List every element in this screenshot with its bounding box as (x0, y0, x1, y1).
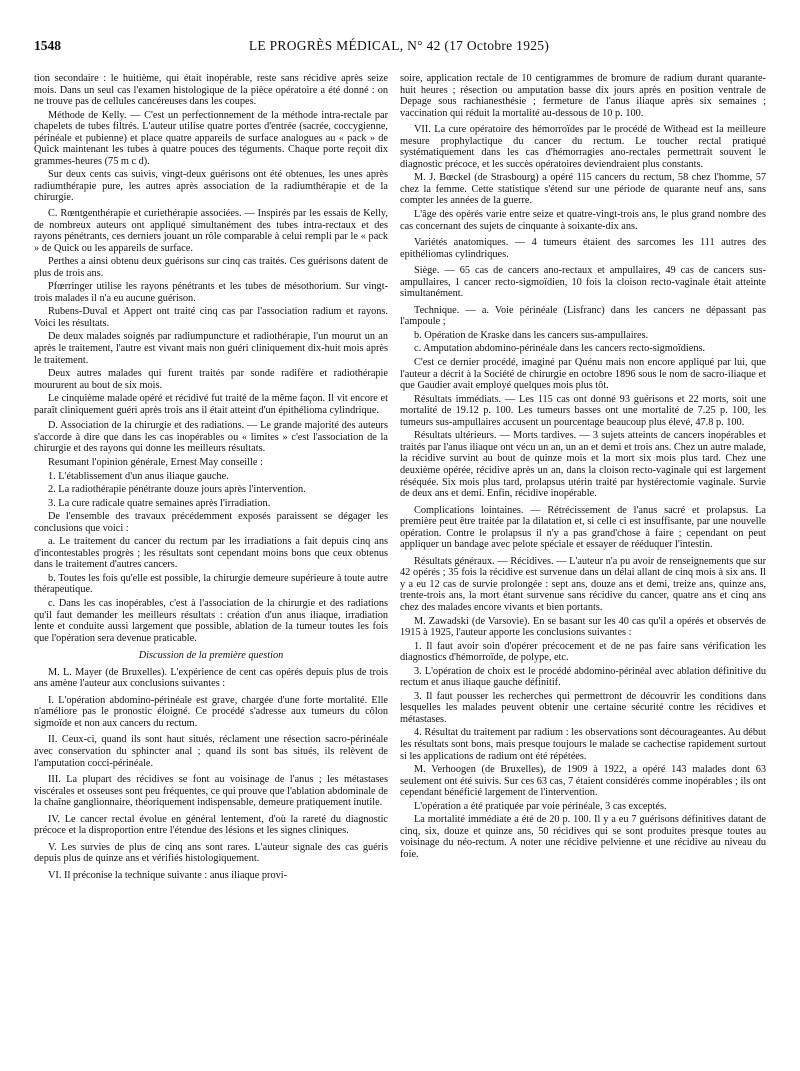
paragraph: VII. La cure opératoire des hémorroïdes par le procédé de Withead est la meilleure mesure prophylactique du cancer du rectum. Le toucher rectal pratiqué systématiquement dans les cas d'hémorragies ano-rectales permettrait souvent le diagnostic précoce, et les succès opératoires deviendraient plus constants. (400, 124, 766, 170)
paragraph: Résultats généraux. — Récidives. — L'auteur n'a pu avoir de renseignements que sur 42 opérés ; 35 fois la récidive est survenue dans un délai allant de cinq mois à six ans. Il y a eu 12 cas de survie prolongée : sept ans, douze ans et demi, treize ans, quinze ans, trente-trois ans, la mort étant survenue sans récidive du cancer, quatre ans et cinq ans chez des malades encore vivants et bien portants. (400, 555, 766, 613)
list-item: V. Les survies de plus de cinq ans sont rares. L'auteur signale des cas guéris depuis plus de quinze ans et vérifiés histologiquement. (34, 841, 388, 865)
paragraph: Sur deux cents cas suivis, vingt-deux guérisons ont été obtenues, les unes après radiumthérapie pure, les autres après association de la radiumthérapie et de la chirurgie. (34, 169, 388, 204)
list-item: III. La plupart des récidives se font au voisinage de l'anus ; les métastases viscérales et osseuses sont peu fréquentes, ce qui prouve que l'ablation abdominale de la chaîne ganglionnaire, théoriquement indispensable, demeure pratiquement inutile. (34, 774, 388, 809)
section-heading-paragraph: D. Association de la chirurgie et des radiations. — Le grande majorité des auteurs s'accorde à dire que dans les cas inopérables ou « limites » c'est l'association de la chirurgie et des rayons qui donne les meilleurs résultats. (34, 420, 388, 455)
paragraph: tion secondaire : le huitième, qui était inopérable, reste sans récidive après seize mois. Dans un seul cas l'examen histologique de la pièce opératoire a été donné : on ne trouve pas de cellules cancéreuses dans les coupes. (34, 73, 388, 108)
discussion-heading: Discussion de la première question (138, 650, 284, 662)
paragraph: c. Amputation abdomino-périnéale dans les cancers recto-sigmoïdiens. (414, 343, 706, 355)
paragraph: Le cinquième malade opéré et récidivé fut traité de la même façon. Il vit encore et paraît cliniquement guéri après trois ans il était atteint d'un épithélioma cylindrique. (34, 393, 388, 416)
paragraph: L'opération a été pratiquée par voie périnéale, 3 cas exceptés. (414, 800, 667, 812)
paragraph: Résultats immédiats. — Les 115 cas ont donné 93 guérisons et 22 morts, soit une mortalité de 19.12 p. 100. Les tumeurs basses ont une mortalité de 7.25 p. 100, les tumeurs sus-ampullaires accusent un pourcentage beaucoup plus élevé, 47.8 p. 100. (400, 393, 766, 428)
paragraph: C'est ce dernier procédé, imaginé par Quénu mais non encore appliqué par lui, que l'auteur a décrit à la Société de chirurgie en octobre 1896 sous le nom de sacro-iliaque et que Gaudier avait employé quelques mois plus tôt. (400, 357, 766, 392)
journal-title: LE PROGRÈS MÉDICAL, N° 42 (17 Octobre 1925) (248, 38, 550, 53)
paragraph: M. J. Bœckel (de Strasbourg) a opéré 115 cancers du rectum, 58 chez l'homme, 57 chez la femme. Cette statistique s'étend sur une période de quarante neuf ans, sans compter les années de la guerre. (400, 172, 766, 207)
paragraph: De deux malades soignés par radiumpuncture et radiothérapie, l'un mourut un an après le traitement, l'autre est vivant mais non guéri cliniquement dix-huit mois après le traitement. (34, 331, 388, 366)
paragraph: Méthode de Kelly. — C'est un perfectionnement de la méthode intra-rectale par chapelets de tubes filtrés. L'auteur utilise quatre portes d'entrée (sacrée, coccygienne, périnéale et pubienne) et place quatre appareils de surface analogues au « pack » de Quick maintenant les tubes à quatre pouces des téguments. Chaque porte reçoit dix grammes-heures (75 m c d). (34, 109, 388, 167)
list-item: 1. L'établissement d'un anus iliaque gauche. (48, 470, 229, 482)
list-item: 3. L'opération de choix est le procédé abdomino-périnéal avec ablation définitive du rectum et anus iliaque gauche définitif. (400, 665, 766, 689)
list-item: I. L'opération abdomino-périnéale est grave, chargée d'une forte mortalité. Elle n'améliore pas le pronostic éloigné. Ce procédé s'adresse aux tumeurs du côlon sigmoïde et non aux cancers du rectum. (34, 694, 388, 729)
paragraph: Siège. — 65 cas de cancers ano-rectaux et ampullaires, 49 cas de cancers sus-ampullaires, 1 cancer recto-sigmoïdien, 10 fois la cloison recto-vaginale était atteinte simultanément. (400, 265, 766, 300)
paragraph: Variétés anatomiques. — 4 tumeurs étaient des sarcomes les 111 autres des epithéliomas cylindriques. (400, 237, 766, 260)
list-item: 2. La radiothérapie pénétrante douze jours après l'intervention. (48, 484, 306, 496)
list-item: VI. Il préconise la technique suivante : anus iliaque provi- (48, 869, 288, 881)
paragraph: Perthes a ainsi obtenu deux guérisons sur cinq cas traités. Ces guérisons datent de plus de trois ans. (34, 256, 388, 279)
paragraph: L'âge des opérés varie entre seize et quatre-vingt-trois ans, le plus grand nombre des cas concernant des sujets de cinquante à soixante-dix ans. (400, 209, 766, 232)
paragraph: De l'ensemble des travaux précédemment exposés paraissent se dégager les conclusions que voici : (34, 511, 388, 534)
paragraph: soire, application rectale de 10 centigrammes de bromure de radium durant quarante-huit heures ; résection ou amputation basse dix jours après en position ventrale de Depage sous rachianesthésie ; fermeture de l'anus iliaque après six semaines ; vaccination qui réduit la mortalité au-dessous de 10 p. 100. (400, 73, 766, 119)
paragraph: Résultats ultérieurs. — Morts tardives. — 3 sujets atteints de cancers inopérables et traités par l'anus iliaque ont vécu un an, un an et demi et trois ans. Chez un autre malade, la récidive survint au bout de quinze mois et la mort six mois plus tard. Chez une deuxième opérée, récidive après un an, dans la cloison recto-vaginale qui est largement réséquée. Six mois plus tard, prolapsus utérin traité par hystérectomie vaginale. Survie de deux ans et demi. Enfin, récidive inopérable. (400, 430, 766, 500)
paragraph: M. Zawadski (de Varsovie). En se basant sur les 40 cas qu'il a opérés et observés de 1915 à 1925, l'auteur apporte les conclusions suivantes : (400, 615, 766, 639)
list-item: b. Toutes les fois qu'elle est possible, la chirurgie demeure supérieure à toute autre thérapeutique. (34, 572, 388, 596)
right-column (400, 73, 766, 862)
list-item: 4. Résultat du traitement par radium : les observations sont décourageantes. Au début les résultats sont bons, mais presque toujours le malade se cachectise rapidement surtout si les applications de radium ont été répétées. (400, 727, 766, 762)
list-item: IV. Le cancer rectal évolue en général lentement, d'où la rareté du diagnostic précoce et la disproportion entre l'étendue des lésions et les signes cliniques. (34, 813, 388, 837)
list-item: 3. Il faut pousser les recherches qui permettront de découvrir les conditions dans lesquelles les malades peuvent obtenir une certaine sécurité contre les récidives et métastases. (400, 690, 766, 725)
paragraph: La mortalité immédiate a été de 20 p. 100. Il y a eu 7 guérisons définitives datant de cinq, six, douze et quinze ans, 50 récidives qui se sont produites presque toutes au voisinage du néo-rectum. A noter une récidive pelvienne et une récidive au niveau du foie. (400, 814, 766, 860)
paragraph: Deux autres malades qui furent traités par sonde radifère et radiothérapie moururent au bout de six mois. (34, 368, 388, 391)
paragraph: Complications lointaines. — Rétrécissement de l'anus sacré et prolapsus. La première peut être traitée par la dilatation et, si celle ci est insuffisante, par une nouvelle opération. Contre le prolapsus il n'y a pas grand'chose à faire ; cependant on peut appliquer un bandage avec pelote spéciale et essayer de rééduquer l'intestin. (400, 504, 766, 551)
paragraph: b. Opération de Kraske dans les cancers sus-ampullaires. (414, 329, 649, 341)
list-item: II. Ceux-ci, quand ils sont haut situés, réclament une résection sacro-périnéale avec conservation du sphincter anal ; quand ils sont bas situés, ils relèvent de l'amputation cocci-périnéale. (34, 734, 388, 769)
list-item: 3. La cure radicale quatre semaines après l'irradiation. (48, 497, 271, 509)
left-column (34, 73, 388, 883)
paragraph: Technique. — a. Voie périnéale (Lisfranc) dans les cancers ne dépassant pas l'ampoule ; (400, 304, 766, 328)
paragraph: Resumant l'opinion générale, Ernest May conseille : (48, 456, 263, 468)
page-header (34, 38, 764, 56)
list-item: c. Dans les cas inopérables, c'est à l'association de la chirurgie et des radiations qu'il faut demander les meilleurs résultats : création d'un anus iliaque, irradiation lente et conduite aussi largement que possible, ablation de la tumeur toutes les fois que l'opération sera devenue praticable. (34, 597, 388, 644)
paragraph: Rubens-Duval et Appert ont traité cinq cas par l'association radium et rayons. Voici les résultats. (34, 306, 388, 329)
paragraph: Pfœrringer utilise les rayons pénétrants et les tubes de mésothorium. Sur vingt-trois malades il n'a eu aucune guérison. (34, 281, 388, 304)
list-item: a. Le traitement du cancer du rectum par les irradiations a fait depuis cinq ans d'incontestables progrès ; les résultats sont cependant moins bons que ceux obtenus dans le traitement d'autres cancers. (34, 536, 388, 571)
paragraph: M. Verhoogen (de Bruxelles), de 1909 à 1922, a opéré 143 malades dont 63 seulement ont été suivis. Sur ces 63 cas, 7 étaient considérés comme inopérables ; ils ont cependant bénéficié largement de l'intervention. (400, 764, 766, 799)
page-number: 1548 (34, 38, 61, 53)
paragraph: M. L. Mayer (de Bruxelles). L'expérience de cent cas opérés depuis plus de trois ans amène l'auteur aux conclusions suivantes : (34, 666, 388, 690)
list-item: 1. Il faut avoir soin d'opérer précocement et de ne pas faire sans vérification les diagnostics d'hémorroïde, de polype, etc. (400, 640, 766, 664)
section-heading-paragraph: C. Rœntgenthérapie et curiethérapie associées. — Inspirés par les essais de Kelly, de nombreux auteurs ont appliqué simultanément des tubes intra-rectaux et des rayons pénétrants, ces derniers jouant un rôle comparable à celui rempli par le « pack » de Quick ou les appareils de surface. (34, 208, 388, 254)
